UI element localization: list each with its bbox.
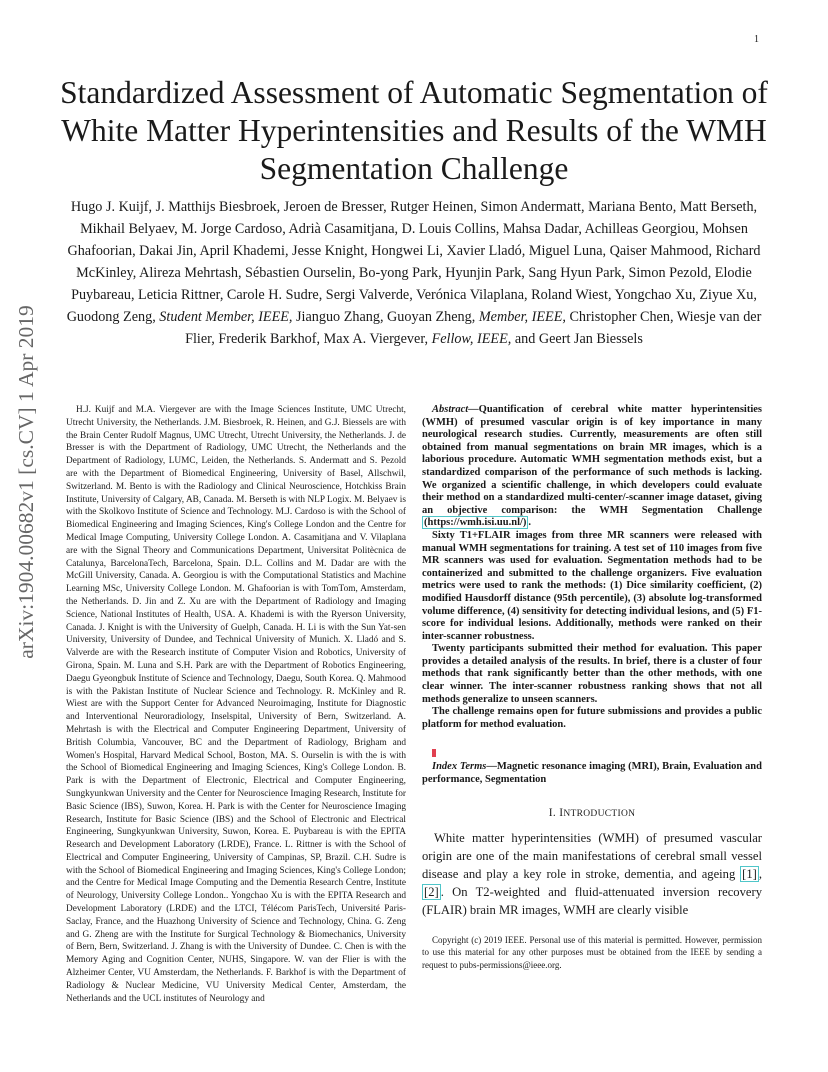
challenge-url-link[interactable]: (https://wmh.isi.uu.nl/) bbox=[424, 517, 527, 529]
arxiv-stamp bbox=[4, 292, 48, 672]
author-role-3: Fellow, IEEE, bbox=[431, 331, 512, 347]
introduction-paragraph bbox=[422, 829, 762, 920]
author-role-1: Student Member, IEEE, bbox=[159, 309, 293, 325]
index-terms bbox=[422, 761, 762, 786]
intro-text-1: White matter hyperintensities (WMH) of presumed vascular origin are one of the main manifestations of cerebral small vessel disease and play a key role in stroke, dementia, and ageing bbox=[422, 830, 762, 882]
page-number: 1 bbox=[754, 34, 759, 45]
copyright-notice: Copyright (c) 2019 IEEE. Personal use of this material is permitted. However, permission to use this material for any other purposes must be obtained from the IEEE by sending a request to pubs-permissions@ieee.org. bbox=[422, 934, 762, 970]
abstract-paragraph-4: The challenge remains open for future submissions and provides a public platform for method evaluation. bbox=[422, 706, 762, 730]
intro-text-2: . On T2-weighted and fluid-attenuated inversion recovery (FLAIR) brain MR images, WMH are clearly visible bbox=[422, 885, 762, 918]
citation-link-1[interactable]: [1] bbox=[742, 867, 757, 882]
main-column bbox=[422, 404, 762, 971]
section-title-rest: NTRODUCTION bbox=[563, 808, 636, 819]
abstract-text: —Quantification of cerebral white matter hyperintensities (WMH) of presumed vascular origin is of key importance in many neurological research studies. Currently, measurements are often still obtained from manual segmentations on brain MR images, which is a laborious procedure. Automatic WMH segmentation methods exist, but a standardized comparison of the performance of such methods is lacking. We organized a scientific challenge, in which developers could evaluate their method on a standardized multi-center/-scanner image dataset, giving an objective comparison: the WMH Segmentation Challenge bbox=[422, 404, 762, 516]
abstract-paragraph-1 bbox=[422, 404, 762, 530]
authors-part-2: Jianguo Zhang, Guoyan Zheng, bbox=[296, 309, 476, 325]
authors-part-4: and Geert Jan Biessels bbox=[514, 331, 643, 347]
citation-link-2[interactable]: [2] bbox=[424, 885, 439, 900]
abstract-label: Abstract bbox=[432, 404, 469, 415]
section-first-letter: I bbox=[559, 806, 564, 819]
section-number: I. bbox=[548, 806, 557, 819]
author-list bbox=[62, 196, 766, 350]
affiliations-column bbox=[66, 404, 406, 1005]
affiliations-footnote: H.J. Kuijf and M.A. Viergever are with the Image Sciences Institute, UMC Utrecht, Utrecht University, the Netherlands. J.M. Biesbroek, R. Heinen, and G.J. Biessels are with the Brain Center Rudolf Magnus, UMC Utrecht, Utrecht University, the Netherlands. J. de Bresser is with the Department of Radiology, UMC Utrecht, the Netherlands and the Department of Radiology, LUMC, Leiden, the Netherlands. S. Andermatt and S. Pezold are with the Department of Biomedical Engineering, University of Basel, Allschwil, Switzerland. M. Bento is with the Radiology and Clinical Neuroscience, Hotchkiss Brain Institute, University of Calgary, AB, Canada. M. Berseth is with NLP Logix. M. Belyaev is with the Skolkovo Institute of Science and Technology. M.J. Cardoso is with the School of Biomedical Engineering and Imaging Sciences, King's College London and the Centre for Medical Image Computing, University College London. A. Casamitjana and V. Vilaplana are with the Signal Theory and Communications Department, Universitat Politècnica de Catalunya, BarcelonaTech, Barcelona, Spain. D.L. Collins and M. Dadar are with the McGill University, Canada. A. Georgiou is with the Computational Statistics and Machine Learning MSc, University College London. M. Ghafoorian is with TomTom, Amsterdam, the Netherlands. D. Jin and Z. Xu are with the Department of Radiology and Imaging Science, National Institutes of Health, USA. A. Khademi is with the Ryerson University, Canada. J. Knight is with the University of Guelph, Canada. H. Li is with the Sun Yat-sen University, University of Dundee, and Technical University of Munich. X. Lladó and S. Valverde are with the Research institute of Computer Vision and Robotics, University of Girona, Spain. M. Luna and S.H. Park are with the Department of Robotics Engineering, Daegu Gyeongbuk Institute of Science and Technology, Daegu, South Korea. Q. Mahmood is with the Pakistan Institute of Nuclear Science and Technology. R. McKinley and R. Wiest are with the Support Center for Advanced Neuroimaging, Institute for Diagnostic and Interventional Neuroradiology, Inselspital, University of Bern, Switzerland. A. Mehrtash is with the Electrical and Computer Engineering Department, University of British Columbia, Vancouver, BC and the Department of Radiology, Brigham and Women's Hospital, Harvard Medical School, Boston, MA. S. Ourselin is with the is with the School of Biomedical Engineering and Imaging Sciences, King's College London. B. Park is with the Department of Electronic, Electrical and Computer Engineering, Sungkyunkwan University and the Center for Neuroscience Imaging Research, Institute for Basic Science (IBS), Suwon, Korea. H. Park is with the Center for Neuroscience Imaging Research, Institute for Basic Science (IBS) and the School of Electronic and Electrical Engineering, Sungkyunkwan University, Suwon, Korea. E. Puybareau is with the EPITA Research and Development Laboratory (LRDE), France. L. Rittner is with the School of Electrical and Computer Engineering, University of Campinas, SP, Brazil. C.H. Sudre is with the School of Biomedical Engineering and Imaging Sciences, King's College London; and the Centre for Medical Image Computing and the Dementia Research Centre, Institute of Neurology, University College London.. Yongchao Xu is with the EPITA Research and Development Laboratory (LRDE) and the LTCI, Télécom ParisTech, Université Paris-Saclay, France, and the Huazhong University of Science and Technology, China. G. Zeng and G. Zheng are with the Institute for Surgical Technology & Biomechanics, University of Bern, Bern, Switzerland. J. Zhang is with the University of Dundee. C. Chen is with the Memory Aging and Cognition Center, NUHS, Singapore. W. van der Flier is with the Alzheimer Center, VU Amsterdam, the Netherlands. F. Barkhof is with the Department of Radiology & Nuclear Medicine, VU University Medical Center, Amsterdam, the Netherlands and the UCL institutes of Neurology and bbox=[66, 405, 407, 1004]
index-terms-text: —Magnetic resonance imaging (MRI), Brain, Evaluation and performance, Segmentation bbox=[422, 761, 762, 786]
abstract-paragraph-2: Sixty T1+FLAIR images from three MR scanners were released with manual WMH segmentations for training. A test set of 110 images from five MR scanners was used for evaluation. Segmentation methods had to be containerized and submitted to the challenge organizers. Five evaluation metrics were used to rank the methods: (1) Dice similarity coefficient, (2) modified Hausdorff distance (95th percentile), (3) absolute log-transformed volume difference, (4) sensitivity for detecting individual lesions, and (5) F1-score for individual lesions. Additionally, methods were ranked on their inter-scanner robustness. bbox=[422, 529, 762, 642]
citation-separator: , bbox=[758, 867, 762, 882]
author-role-2: Member, IEEE, bbox=[478, 309, 566, 325]
paper-title: Standardized Assessment of Automatic Segmentation of White Matter Hyperintensities and Results of the WMH Segmentation Challenge bbox=[60, 75, 768, 186]
abstract-paragraph-3: Twenty participants submitted their method for evaluation. This paper provides a detailed analysis of the results. In brief, there is a cluster of four methods that rank significantly better than the other methods, with one clear winner. The inter-scanner robustness ranking shows that not all methods generalize to unseen scanners. bbox=[422, 643, 762, 705]
section-heading-introduction bbox=[422, 807, 762, 819]
authors-part-1: Hugo J. Kuijf, J. Matthijs Biesbroek, Jeroen de Bresser, Rutger Heinen, Simon Andermatt, Mariana Bento, Matt Berseth, Mikhail Belyaev, M. Jorge Cardoso, Adrià Casamitjana, D. Louis Collins, Mahsa Dadar, Achilleas Georgiou, Mohsen Ghafoorian, Dakai Jin, April Khademi, Jesse Knight, Hongwei Li, Xavier Lladó, Miguel Luna, Qaiser Mahmood, Richard McKinley, Alireza Mehrtash, Sébastien Ourselin, Bo-yong Park, Hyunjin Park, Sang Hyun Park, Simon Pezold, Elodie Puybareau, Leticia Rittner, Carole H. Sudre, Sergi Valverde, Verónica Vilaplana, Roland Wiest, Yongchao Xu, Ziyue Xu, Guodong Zeng, bbox=[66, 199, 761, 325]
index-terms-label: Index Terms bbox=[432, 761, 487, 773]
authors-part-3: Christopher Chen, Wiesje van der Flier, Frederik Barkhof, Max A. Viergever, bbox=[185, 309, 762, 347]
annotation-marker bbox=[432, 749, 436, 757]
arxiv-id: arXiv:1904.00682v1 [cs.CV] 1 Apr 2019 bbox=[14, 305, 38, 659]
abstract-period: . bbox=[528, 517, 532, 529]
